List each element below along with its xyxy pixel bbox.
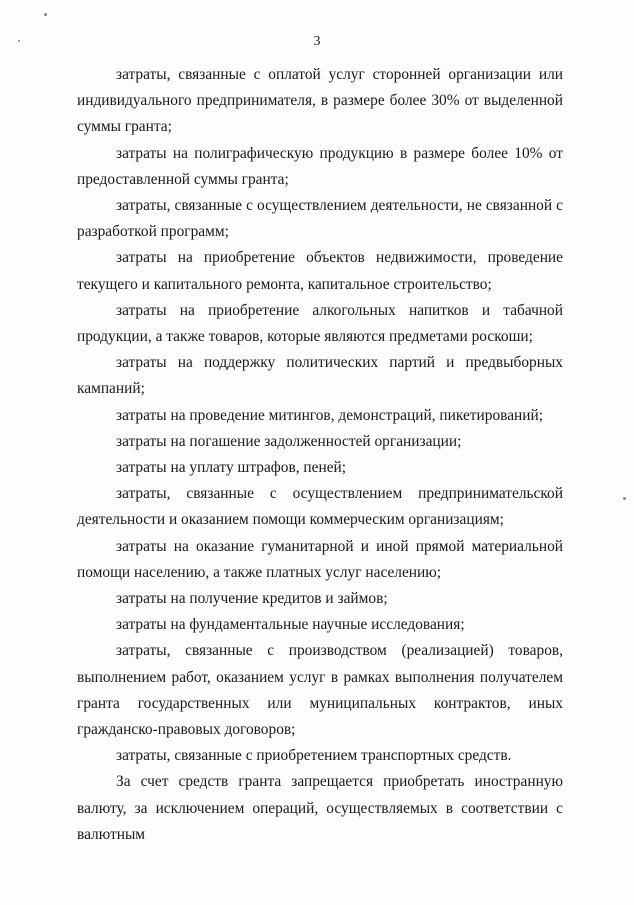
paragraph: затраты на погашение задолженностей организации; xyxy=(116,432,462,450)
paragraph: затраты на фундаментальные научные исследования; xyxy=(116,616,465,634)
paragraph: затраты на уплату штрафов, пеней; xyxy=(116,459,347,477)
document-body xyxy=(77,62,563,848)
paragraph: затраты, связанные с приобретением транспортных средств. xyxy=(116,747,512,765)
paragraph: затраты на приобретение объектов недвижимости, проведение текущего и капитального ремонта, капитальное строительство; xyxy=(77,249,563,293)
scan-speck xyxy=(623,497,626,500)
paragraph: затраты, связанные с осуществлением деятельности, не связанной с разработкой программ; xyxy=(77,197,563,241)
paragraph: За счет средств гранта запрещается приобретать иностранную валюту, за исключением операций, осуществляемых в соответствии с валютным xyxy=(77,773,563,843)
paragraph: затраты на оказание гуманитарной и иной прямой материальной помощи населению, а также платных услуг населению; xyxy=(77,537,563,581)
paragraph: затраты на проведение митингов, демонстраций, пикетирований; xyxy=(116,406,544,424)
paragraph: затраты, связанные с осуществлением предпринимательской деятельности и оказанием помощи коммерческим организациям; xyxy=(77,485,563,529)
paragraph: затраты на поддержку политических партий и предвыборных кампаний; xyxy=(77,354,563,398)
paragraph: затраты, связанные с производством (реализацией) товаров, выполнением работ, оказанием услуг в рамках выполнения получателем гранта государственных или муниципальных контрактов, иных гражданско-правовых договоров; xyxy=(77,642,563,739)
paragraph: затраты на полиграфическую продукцию в размере более 10% от предоставленной суммы гранта; xyxy=(77,144,563,188)
paragraph: затраты на приобретение алкогольных напитков и табачной продукции, а также товаров, которые являются предметами роскоши; xyxy=(77,301,563,346)
page-number: 3 xyxy=(313,34,321,49)
paragraph: затраты на получение кредитов и займов; xyxy=(116,590,388,608)
paragraph: затраты, связанные с оплатой услуг сторонней организации или индивидуального предпринимателя, в размере более 30% от выделенной суммы гранта; xyxy=(77,66,563,136)
scan-speck xyxy=(44,13,47,16)
